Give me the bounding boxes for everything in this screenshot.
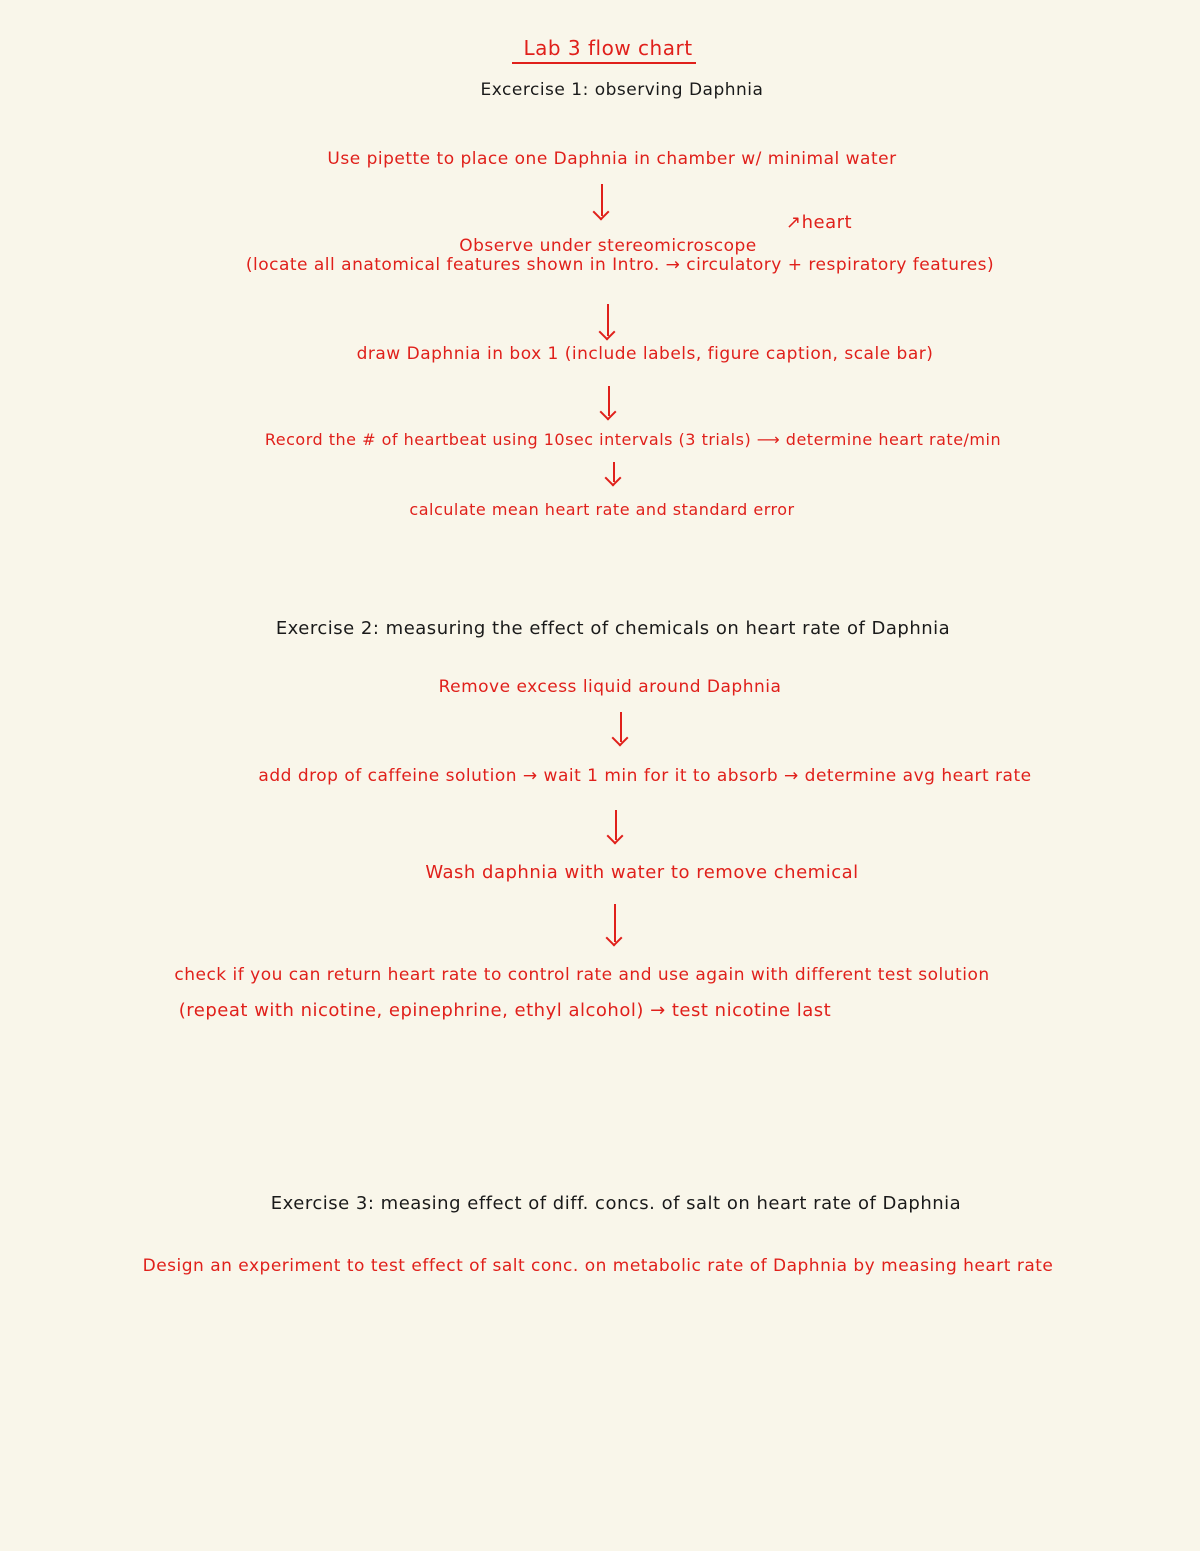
arrow-down-icon: [614, 904, 616, 942]
exercise2-heading: Exercise 2: measuring the effect of chemicals on heart rate of Daphnia: [275, 618, 951, 639]
arrow-down-icon: [613, 462, 615, 482]
arrow-down-icon: [620, 712, 622, 742]
exercise1-step-3: draw Daphnia in box 1 (include labels, figure caption, scale bar): [356, 344, 934, 364]
arrow-down-icon: [608, 386, 610, 416]
page-title: Lab 3 flow chart: [523, 36, 693, 60]
exercise1-step-4: Record the # of heartbeat using 10sec intervals (3 trials) ⟶ determine heart rate/min: [264, 430, 1002, 449]
exercise2-step-4-detail: (repeat with nicotine, epinephrine, ethyl alcohol) → test nicotine last: [178, 1000, 832, 1021]
heart-note: ↗heart: [786, 212, 853, 233]
exercise1-step-5: calculate mean heart rate and standard error: [409, 500, 795, 519]
exercise2-step-4: check if you can return heart rate to control rate and use again with different test solution: [174, 965, 990, 985]
exercise1-step-1: Use pipette to place one Daphnia in chamber w/ minimal water: [327, 149, 897, 169]
exercise2-step-3: Wash daphnia with water to remove chemical: [425, 862, 859, 883]
exercise2-step-1: Remove excess liquid around Daphnia: [438, 677, 782, 697]
title-underline: [512, 62, 696, 64]
exercise1-step-2: Observe under stereomicroscope: [459, 236, 757, 256]
exercise3-heading: Exercise 3: measing effect of diff. concs. of salt on heart rate of Daphnia: [270, 1193, 962, 1214]
exercise3-step-1: Design an experiment to test effect of salt conc. on metabolic rate of Daphnia by measing heart rate: [142, 1256, 1054, 1276]
arrow-down-icon: [601, 184, 603, 216]
exercise2-step-2: add drop of caffeine solution → wait 1 min for it to absorb → determine avg heart rate: [258, 766, 1032, 786]
exercise1-step-2-detail: (locate all anatomical features shown in Intro. → circulatory + respiratory features): [245, 255, 995, 275]
arrow-down-icon: [607, 304, 609, 336]
exercise1-heading: Excercise 1: observing Daphnia: [480, 80, 764, 100]
arrow-down-icon: [615, 810, 617, 840]
